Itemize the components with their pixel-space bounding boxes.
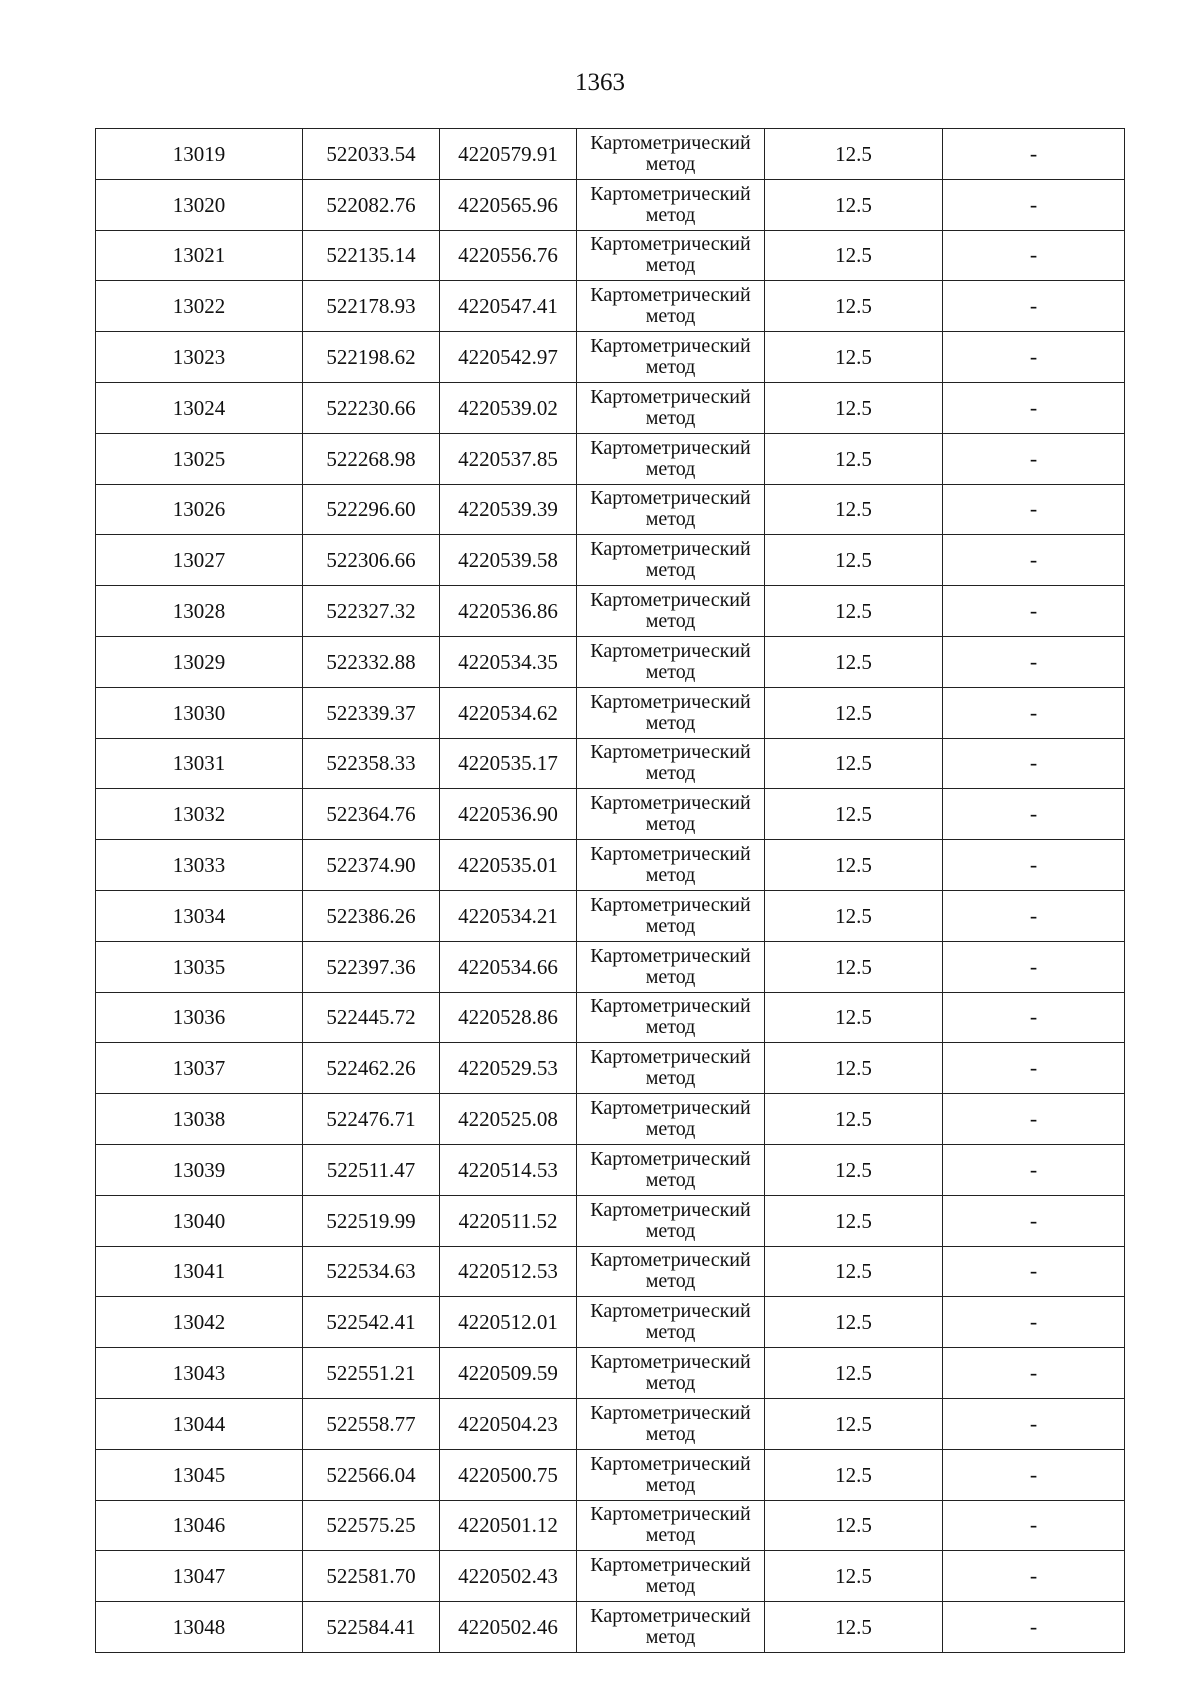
- table-row: [96, 382, 1125, 433]
- note-cell: -: [943, 1602, 1125, 1653]
- point-number-cell: 13032: [96, 789, 303, 840]
- method-cell: [577, 433, 765, 484]
- method-line-1: Картометрический: [590, 385, 751, 408]
- table-row: [96, 281, 1125, 332]
- coordinates-table-body: [96, 129, 1125, 1653]
- precision-cell: 12.5: [765, 1094, 943, 1145]
- point-number-cell: 13042: [96, 1297, 303, 1348]
- method-line-1: Картометрический: [590, 843, 751, 866]
- method-line-1: Картометрический: [590, 639, 751, 662]
- x-coordinate-cell: 522476.71: [303, 1094, 440, 1145]
- method-cell: [577, 129, 765, 180]
- method-line-2: метод: [645, 864, 696, 887]
- y-coordinate-cell: 4220539.58: [440, 535, 577, 586]
- x-coordinate-cell: 522306.66: [303, 535, 440, 586]
- table-row: [96, 179, 1125, 230]
- note-cell: -: [943, 230, 1125, 281]
- method-cell: [577, 484, 765, 535]
- point-number-cell: 13045: [96, 1449, 303, 1500]
- method-line-2: метод: [645, 1473, 696, 1496]
- precision-cell: 12.5: [765, 992, 943, 1043]
- method-line-2: метод: [645, 1270, 696, 1293]
- method-line-2: метод: [645, 1422, 696, 1445]
- note-cell: -: [943, 1043, 1125, 1094]
- precision-cell: 12.5: [765, 1043, 943, 1094]
- y-coordinate-cell: 4220536.90: [440, 789, 577, 840]
- note-cell: -: [943, 1195, 1125, 1246]
- x-coordinate-cell: 522082.76: [303, 179, 440, 230]
- method-line-2: метод: [645, 152, 696, 175]
- page-number: 1363: [575, 69, 625, 96]
- method-cell: [577, 1094, 765, 1145]
- y-coordinate-cell: 4220565.96: [440, 179, 577, 230]
- note-cell: -: [943, 129, 1125, 180]
- table-row: [96, 687, 1125, 738]
- point-number-cell: 13039: [96, 1144, 303, 1195]
- method-line-2: метод: [645, 1524, 696, 1547]
- method-line-2: метод: [645, 1118, 696, 1141]
- note-cell: -: [943, 636, 1125, 687]
- method-cell: [577, 941, 765, 992]
- note-cell: -: [943, 1348, 1125, 1399]
- method-cell: [577, 636, 765, 687]
- table-row: [96, 1144, 1125, 1195]
- method-line-2: метод: [645, 559, 696, 582]
- method-line-1: Картометрический: [590, 1401, 751, 1424]
- method-line-1: Картометрический: [590, 1198, 751, 1221]
- note-cell: -: [943, 890, 1125, 941]
- y-coordinate-cell: 4220539.39: [440, 484, 577, 535]
- table-row: [96, 332, 1125, 383]
- table-row: [96, 738, 1125, 789]
- y-coordinate-cell: 4220579.91: [440, 129, 577, 180]
- method-cell: [577, 230, 765, 281]
- precision-cell: 12.5: [765, 687, 943, 738]
- y-coordinate-cell: 4220501.12: [440, 1500, 577, 1551]
- precision-cell: 12.5: [765, 1348, 943, 1399]
- table-row: [96, 1449, 1125, 1500]
- table-row: [96, 535, 1125, 586]
- precision-cell: 12.5: [765, 484, 943, 535]
- point-number-cell: 13037: [96, 1043, 303, 1094]
- y-coordinate-cell: 4220534.21: [440, 890, 577, 941]
- point-number-cell: 13029: [96, 636, 303, 687]
- point-number-cell: 13047: [96, 1551, 303, 1602]
- table-row: [96, 1500, 1125, 1551]
- point-number-cell: 13036: [96, 992, 303, 1043]
- method-line-1: Картометрический: [590, 1452, 751, 1475]
- method-line-1: Картометрический: [590, 284, 751, 307]
- method-cell: [577, 890, 765, 941]
- method-line-2: метод: [645, 914, 696, 937]
- x-coordinate-cell: 522198.62: [303, 332, 440, 383]
- x-coordinate-cell: 522534.63: [303, 1246, 440, 1297]
- method-line-2: метод: [645, 1575, 696, 1598]
- precision-cell: 12.5: [765, 382, 943, 433]
- method-cell: [577, 1246, 765, 1297]
- y-coordinate-cell: 4220536.86: [440, 586, 577, 637]
- method-line-2: метод: [645, 254, 696, 277]
- precision-cell: 12.5: [765, 1551, 943, 1602]
- method-line-2: метод: [645, 1067, 696, 1090]
- point-number-cell: 13026: [96, 484, 303, 535]
- method-line-1: Картометрический: [590, 1046, 751, 1069]
- precision-cell: 12.5: [765, 1398, 943, 1449]
- method-cell: [577, 840, 765, 891]
- note-cell: -: [943, 687, 1125, 738]
- x-coordinate-cell: 522519.99: [303, 1195, 440, 1246]
- table-row: [96, 636, 1125, 687]
- point-number-cell: 13023: [96, 332, 303, 383]
- note-cell: -: [943, 433, 1125, 484]
- method-cell: [577, 687, 765, 738]
- point-number-cell: 13025: [96, 433, 303, 484]
- method-line-1: Картометрический: [590, 1351, 751, 1374]
- table-row: [96, 840, 1125, 891]
- x-coordinate-cell: 522511.47: [303, 1144, 440, 1195]
- note-cell: -: [943, 535, 1125, 586]
- precision-cell: 12.5: [765, 1144, 943, 1195]
- method-cell: [577, 586, 765, 637]
- x-coordinate-cell: 522332.88: [303, 636, 440, 687]
- precision-cell: 12.5: [765, 332, 943, 383]
- method-line-1: Картометрический: [590, 1097, 751, 1120]
- method-cell: [577, 1297, 765, 1348]
- y-coordinate-cell: 4220525.08: [440, 1094, 577, 1145]
- note-cell: -: [943, 484, 1125, 535]
- table-row: [96, 992, 1125, 1043]
- table-row: [96, 1348, 1125, 1399]
- x-coordinate-cell: 522575.25: [303, 1500, 440, 1551]
- point-number-cell: 13033: [96, 840, 303, 891]
- method-cell: [577, 382, 765, 433]
- method-cell: [577, 1195, 765, 1246]
- x-coordinate-cell: 522339.37: [303, 687, 440, 738]
- point-number-cell: 13019: [96, 129, 303, 180]
- note-cell: -: [943, 738, 1125, 789]
- method-line-1: Картометрический: [590, 1249, 751, 1272]
- method-cell: [577, 992, 765, 1043]
- precision-cell: 12.5: [765, 586, 943, 637]
- method-line-1: Картометрический: [590, 893, 751, 916]
- x-coordinate-cell: 522542.41: [303, 1297, 440, 1348]
- precision-cell: 12.5: [765, 1195, 943, 1246]
- x-coordinate-cell: 522566.04: [303, 1449, 440, 1500]
- y-coordinate-cell: 4220511.52: [440, 1195, 577, 1246]
- precision-cell: 12.5: [765, 890, 943, 941]
- y-coordinate-cell: 4220537.85: [440, 433, 577, 484]
- table-row: [96, 941, 1125, 992]
- note-cell: -: [943, 1297, 1125, 1348]
- y-coordinate-cell: 4220534.35: [440, 636, 577, 687]
- precision-cell: 12.5: [765, 840, 943, 891]
- note-cell: -: [943, 382, 1125, 433]
- y-coordinate-cell: 4220502.43: [440, 1551, 577, 1602]
- table-row: [96, 230, 1125, 281]
- y-coordinate-cell: 4220534.62: [440, 687, 577, 738]
- x-coordinate-cell: 522230.66: [303, 382, 440, 433]
- coordinates-table: [95, 128, 1125, 1653]
- note-cell: -: [943, 179, 1125, 230]
- method-cell: [577, 332, 765, 383]
- point-number-cell: 13046: [96, 1500, 303, 1551]
- method-cell: [577, 1043, 765, 1094]
- point-number-cell: 13038: [96, 1094, 303, 1145]
- point-number-cell: 13034: [96, 890, 303, 941]
- y-coordinate-cell: 4220512.53: [440, 1246, 577, 1297]
- point-number-cell: 13041: [96, 1246, 303, 1297]
- y-coordinate-cell: 4220512.01: [440, 1297, 577, 1348]
- x-coordinate-cell: 522445.72: [303, 992, 440, 1043]
- point-number-cell: 13048: [96, 1602, 303, 1653]
- note-cell: -: [943, 1500, 1125, 1551]
- table-row: [96, 433, 1125, 484]
- table-row: [96, 1094, 1125, 1145]
- method-line-1: Картометрический: [590, 1554, 751, 1577]
- point-number-cell: 13022: [96, 281, 303, 332]
- method-line-1: Картометрический: [590, 995, 751, 1018]
- method-line-1: Картометрический: [590, 335, 751, 358]
- note-cell: -: [943, 1144, 1125, 1195]
- method-line-2: метод: [645, 305, 696, 328]
- table-row: [96, 586, 1125, 637]
- method-line-1: Картометрический: [590, 436, 751, 459]
- method-line-1: Картометрический: [590, 233, 751, 256]
- method-line-1: Картометрический: [590, 1300, 751, 1323]
- point-number-cell: 13035: [96, 941, 303, 992]
- method-line-2: метод: [645, 1372, 696, 1395]
- precision-cell: 12.5: [765, 1500, 943, 1551]
- method-line-1: Картометрический: [590, 1503, 751, 1526]
- method-line-1: Картометрический: [590, 944, 751, 967]
- precision-cell: 12.5: [765, 1297, 943, 1348]
- method-line-1: Картометрический: [590, 1147, 751, 1170]
- y-coordinate-cell: 4220509.59: [440, 1348, 577, 1399]
- x-coordinate-cell: 522268.98: [303, 433, 440, 484]
- x-coordinate-cell: 522178.93: [303, 281, 440, 332]
- table-row: [96, 1602, 1125, 1653]
- note-cell: -: [943, 789, 1125, 840]
- method-line-1: Картометрический: [590, 182, 751, 205]
- method-cell: [577, 1144, 765, 1195]
- method-cell: [577, 1398, 765, 1449]
- note-cell: -: [943, 1551, 1125, 1602]
- method-line-1: Картометрический: [590, 1605, 751, 1627]
- method-line-2: метод: [645, 711, 696, 734]
- x-coordinate-cell: 522033.54: [303, 129, 440, 180]
- method-line-1: Картометрический: [590, 487, 751, 510]
- method-line-2: метод: [645, 457, 696, 480]
- point-number-cell: 13030: [96, 687, 303, 738]
- table-row: [96, 1195, 1125, 1246]
- x-coordinate-cell: 522551.21: [303, 1348, 440, 1399]
- x-coordinate-cell: 522584.41: [303, 1602, 440, 1653]
- precision-cell: 12.5: [765, 230, 943, 281]
- precision-cell: 12.5: [765, 129, 943, 180]
- point-number-cell: 13044: [96, 1398, 303, 1449]
- x-coordinate-cell: 522558.77: [303, 1398, 440, 1449]
- method-line-2: метод: [645, 203, 696, 226]
- note-cell: -: [943, 941, 1125, 992]
- method-line-2: метод: [645, 356, 696, 379]
- point-number-cell: 13040: [96, 1195, 303, 1246]
- method-cell: [577, 1551, 765, 1602]
- method-line-2: метод: [645, 610, 696, 633]
- y-coordinate-cell: 4220535.01: [440, 840, 577, 891]
- y-coordinate-cell: 4220539.02: [440, 382, 577, 433]
- note-cell: -: [943, 840, 1125, 891]
- method-line-2: метод: [645, 762, 696, 785]
- note-cell: -: [943, 1398, 1125, 1449]
- note-cell: -: [943, 1246, 1125, 1297]
- point-number-cell: 13020: [96, 179, 303, 230]
- method-line-1: Картометрический: [590, 690, 751, 713]
- table-row: [96, 1398, 1125, 1449]
- method-line-2: метод: [645, 660, 696, 683]
- method-line-2: метод: [645, 508, 696, 531]
- method-cell: [577, 1500, 765, 1551]
- point-number-cell: 13028: [96, 586, 303, 637]
- method-line-1: Картометрический: [590, 741, 751, 764]
- precision-cell: 12.5: [765, 535, 943, 586]
- note-cell: -: [943, 992, 1125, 1043]
- method-cell: [577, 179, 765, 230]
- x-coordinate-cell: 522364.76: [303, 789, 440, 840]
- note-cell: -: [943, 332, 1125, 383]
- x-coordinate-cell: 522462.26: [303, 1043, 440, 1094]
- table-row: [96, 129, 1125, 180]
- table-row: [96, 484, 1125, 535]
- method-cell: [577, 1348, 765, 1399]
- point-number-cell: 13031: [96, 738, 303, 789]
- y-coordinate-cell: 4220514.53: [440, 1144, 577, 1195]
- y-coordinate-cell: 4220528.86: [440, 992, 577, 1043]
- point-number-cell: 13043: [96, 1348, 303, 1399]
- method-cell: [577, 1602, 765, 1653]
- method-line-2: метод: [645, 406, 696, 429]
- precision-cell: 12.5: [765, 636, 943, 687]
- method-cell: [577, 738, 765, 789]
- method-line-2: метод: [645, 1626, 696, 1648]
- table-row: [96, 1551, 1125, 1602]
- precision-cell: 12.5: [765, 738, 943, 789]
- x-coordinate-cell: 522397.36: [303, 941, 440, 992]
- note-cell: -: [943, 1449, 1125, 1500]
- precision-cell: 12.5: [765, 179, 943, 230]
- table-row: [96, 1043, 1125, 1094]
- table-row: [96, 789, 1125, 840]
- note-cell: -: [943, 281, 1125, 332]
- method-line-1: Картометрический: [590, 538, 751, 561]
- method-line-2: метод: [645, 813, 696, 836]
- x-coordinate-cell: 522581.70: [303, 1551, 440, 1602]
- method-cell: [577, 281, 765, 332]
- method-cell: [577, 1449, 765, 1500]
- x-coordinate-cell: 522135.14: [303, 230, 440, 281]
- precision-cell: 12.5: [765, 433, 943, 484]
- y-coordinate-cell: 4220534.66: [440, 941, 577, 992]
- note-cell: -: [943, 586, 1125, 637]
- y-coordinate-cell: 4220529.53: [440, 1043, 577, 1094]
- point-number-cell: 13024: [96, 382, 303, 433]
- method-line-2: метод: [645, 1219, 696, 1242]
- note-cell: -: [943, 1094, 1125, 1145]
- method-cell: [577, 535, 765, 586]
- x-coordinate-cell: 522358.33: [303, 738, 440, 789]
- precision-cell: 12.5: [765, 1246, 943, 1297]
- point-number-cell: 13027: [96, 535, 303, 586]
- method-line-1: Картометрический: [590, 589, 751, 612]
- precision-cell: 12.5: [765, 1449, 943, 1500]
- method-line-2: метод: [645, 965, 696, 988]
- y-coordinate-cell: 4220502.46: [440, 1602, 577, 1653]
- method-line-1: Картометрический: [590, 131, 751, 154]
- method-line-2: метод: [645, 1321, 696, 1344]
- x-coordinate-cell: 522296.60: [303, 484, 440, 535]
- table-row: [96, 1246, 1125, 1297]
- y-coordinate-cell: 4220500.75: [440, 1449, 577, 1500]
- method-line-2: метод: [645, 1168, 696, 1191]
- x-coordinate-cell: 522374.90: [303, 840, 440, 891]
- method-cell: [577, 789, 765, 840]
- precision-cell: 12.5: [765, 941, 943, 992]
- y-coordinate-cell: 4220542.97: [440, 332, 577, 383]
- precision-cell: 12.5: [765, 1602, 943, 1653]
- point-number-cell: 13021: [96, 230, 303, 281]
- precision-cell: 12.5: [765, 281, 943, 332]
- method-line-2: метод: [645, 1016, 696, 1039]
- x-coordinate-cell: 522327.32: [303, 586, 440, 637]
- y-coordinate-cell: 4220504.23: [440, 1398, 577, 1449]
- table-row: [96, 890, 1125, 941]
- table-row: [96, 1297, 1125, 1348]
- y-coordinate-cell: 4220535.17: [440, 738, 577, 789]
- y-coordinate-cell: 4220556.76: [440, 230, 577, 281]
- y-coordinate-cell: 4220547.41: [440, 281, 577, 332]
- precision-cell: 12.5: [765, 789, 943, 840]
- x-coordinate-cell: 522386.26: [303, 890, 440, 941]
- method-line-1: Картометрический: [590, 792, 751, 815]
